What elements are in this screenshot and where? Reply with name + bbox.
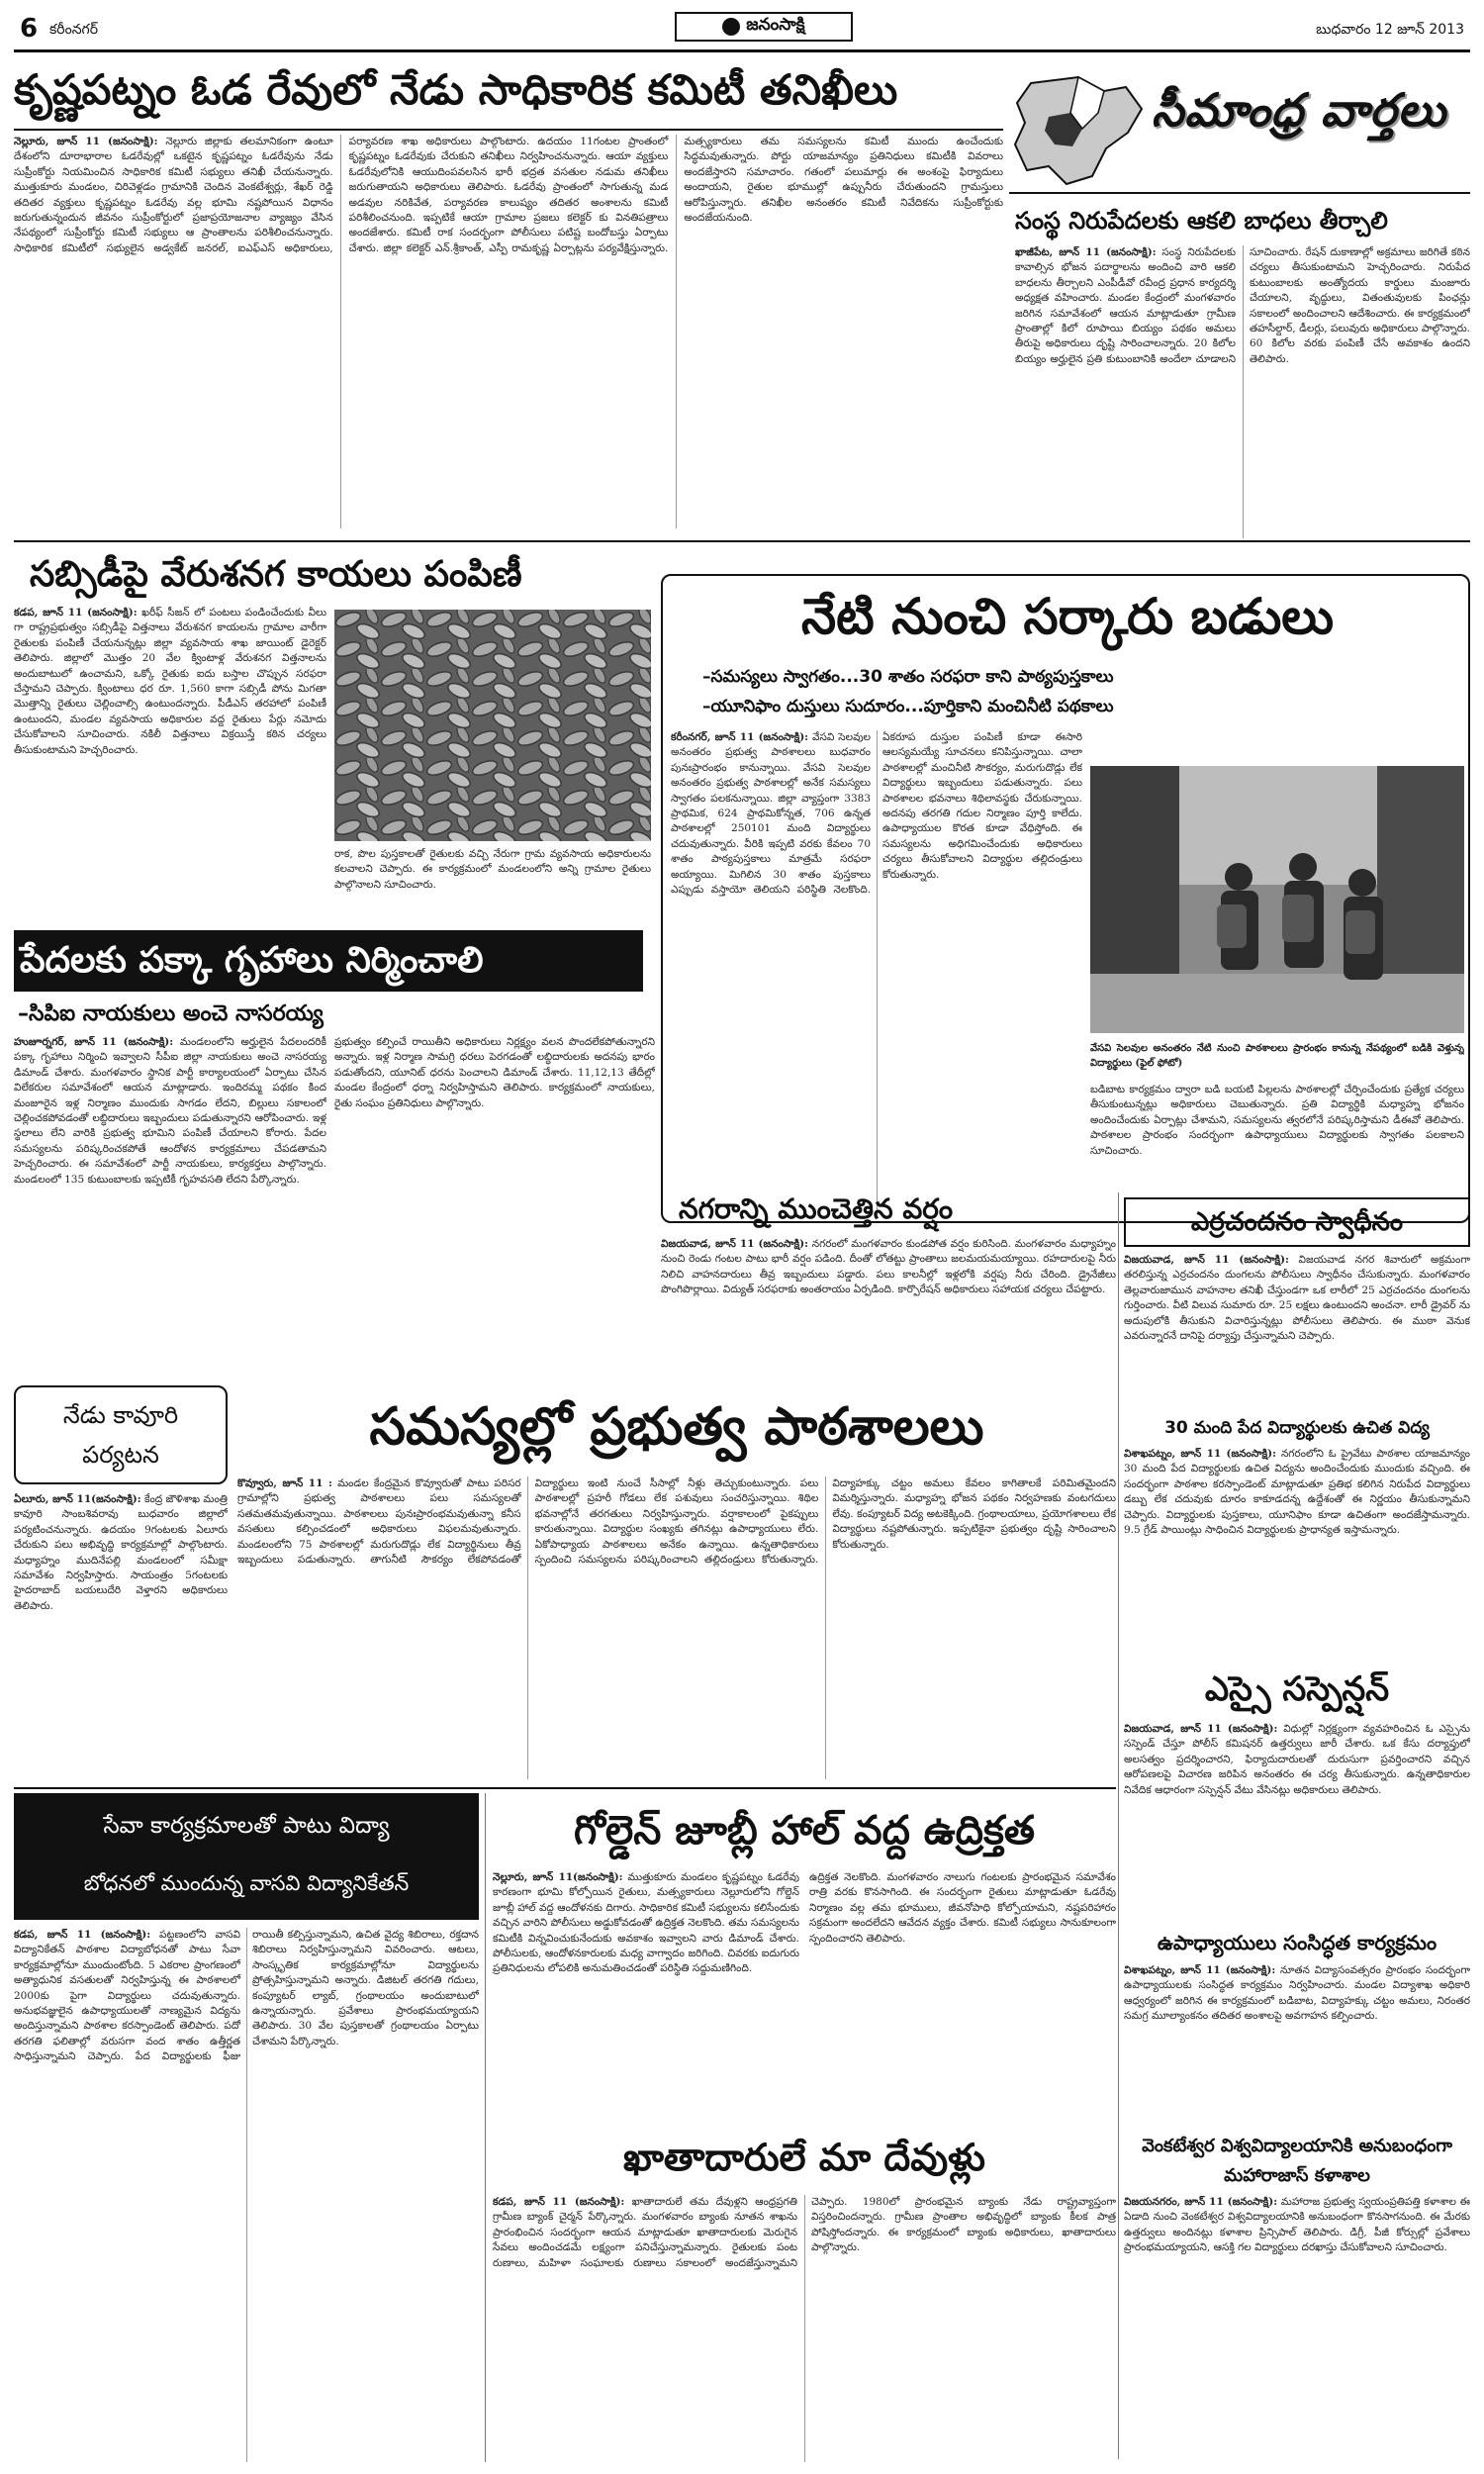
article15-text-cont: ఉద్రిక్తత నెలకొంది. మంగళవారం నాలుగు గంటలకు ప్రారంభమైన సమావేశం రాత్రి వరకు కొనసాగింది. ఈ సందర్భంగా రైతులు మాట్లాడుతూ ఓడరేవు నిర్మాణం వల్ల తమ భూములు, జీవనోపాధి కోల్పోయామని, నష్టపరిహారం సక్రమంగా అందలేదని ఆవేదన వ్యక్తం చేశారు. కమిటీ సభ్యులు సానుకూలంగా స్పందించారని తెలిపారు. bbox=[809, 1871, 1116, 1945]
article1-dateline: నెల్లూరు, జూన్ 11 (జనంసాక్షి): bbox=[14, 136, 158, 147]
article15-text: ముత్తుకూరు మండలం కృష్ణపట్నం ఓడరేవు కారణంగా భూమి కోల్పోయిన రైతులు, మత్స్యకారులు నెల్లూరులోని గోల్డెన్ జూబ్లీ హాల్ వద్ద ఆందోళనకు దిగారు. సాధికారిక కమిటీ సభ్యులను కలిసేందుకు వచ్చిన వారిని పోలీసులు అడ్డుకోవడంతో ఉద్రిక్తత నెలకొంది. తమ సమస్యలను కమిటీకి విన్నవించుకునేందుకు అవకాశం ఇవ్వాలని వారు డిమాండ్ చేశారు. పోలీసులకు, ఆందోళనకారులకు మధ్య వాగ్వాదం జరిగింది. చివరకు ఐదుగురు ప్రతినిధులను లోపలికి అనుమతించడంతో పరిస్థితి సద్దుమణిగింది. bbox=[493, 1871, 799, 1975]
issue-date: బుధవారం 12 జూన్ 2013 bbox=[1316, 22, 1464, 38]
article4-subhead-1: –సమస్యలు స్వాగతం...30 శాతం సరఫరా కాని పాఠ్యపుస్తకాలు bbox=[702, 667, 1114, 687]
article14-dateline: కడప, జూన్ 11 (జనంసాక్షి): bbox=[14, 1929, 151, 1941]
article14-body bbox=[14, 1928, 479, 2462]
article6-body bbox=[661, 1237, 1116, 1376]
article1-body bbox=[14, 135, 1003, 528]
right-column-divider bbox=[1118, 1192, 1119, 2459]
paper-logo bbox=[675, 12, 853, 42]
article1-text: నెల్లూరు జిల్లాకు తలమానికంగా ఉంటూ దేశంలోని దూరాభారాల ఓడరేవుల్లో ఒకటైన కృష్ణపట్నం ఓడరేవును నేడు సుప్రీంకోర్టు నియమించిన సాధికారిక కమిటీ సభ్యులు తనిఖీ చేయనున్నారు. ముత్తుకూరు మండలం, చిరివెళ్లడం గ్రామానికి చెందిన వెంకటేశ్వర్లు, శేఖర్ రెడ్డి తదితర వ్యక్తులు కృష్ణపట్నం ఓడరేవు వల్ల భూమి నష్టపోయిన విధానం జరుగుతున్నందున జీవనం సుప్రీంకోర్టులో ప్రజాప్రయోజనాల వ్యాజ్యం వేసిన నేపథ్యంలో సుప్రీంకోర్టు కమిటీ సభ్యులు ఆ ప్రాంతాలను పరిశీలించనున్నారు. సాధికారిక కమిటీలో సభ్యులైన అడ్వకేట్ జనరల్, ఐఎఫ్ఎస్ అధికారులు, పర్యావరణ శాఖ అధికారులు పాల్గొంటారు. ఉదయం 11గంటల ప్రాంతంలో కృష్ణపట్నం ఓడరేవుకు చేరుకుని తనిఖీలు నిర్వహించనున్నారు. ఆయా వ్యక్తులు ఓడరేవులోనికి ఆయుదింపవలసిన భారీ భద్రత వసతుల నడుమ తనిఖీలు జరుగుతాయని అధికారులు తెలిపారు. ఓడరేవు ప్రాంతంలో సాగుతున్న మడ అడవుల నరికివేత, పర్యావరణ కాలుష్యం తదితర అంశాలను కమిటీ పరిశీలించనుంది. ఇప్పటికే ఆయా గ్రామాల ప్రజలు కలెక్టర్ కు వినతిపత్రాలు అందజేశారు. కమిటీ రాక సందర్భంగా పోలీసులు పటిష్ట బందోబస్తు ఏర్పాటు చేశారు. జిల్లా కలెక్టర్ ఎన్.శ్రీకాంత్, ఎస్పీ రామకృష్ణ ఏర్పాట్లను పర్యవేక్షిస్తున్నారు. మత్స్యకారులు తమ సమస్యలను కమిటీ ముందు ఉంచేందుకు సిద్ధమవుతున్నారు. పోర్టు యాజమాన్యం ప్రతినిధులు కమిటీకి వివరాలు అందజేస్తారని సమాచారం. గతంలో పలుమార్లు ఈ అంశంపై ఫిర్యాదులు అందాయని, రైతుల భూముల్లో ఉప్పునీరు చేరుతుందని గ్రామస్తులు ఆరోపిస్తున్నారు. తనిఖీల అనంతరం కమిటీ నివేదికను సుప్రీంకోర్టుకు అందజేయనుంది. bbox=[14, 136, 1003, 254]
headline-redsanders: ఎర్రచందనం స్వాధీనం bbox=[1190, 1207, 1404, 1237]
vasavi-headline-box bbox=[14, 1793, 479, 1920]
article4-body bbox=[671, 730, 1082, 1215]
article3-dateline: కడప, జూన్ 11 (జనంసాక్షి): bbox=[14, 607, 138, 618]
headline-schools: నేటి నుంచి సర్కారు బడులు bbox=[800, 588, 1335, 645]
article12-dateline: ఏలూరు, జూన్ 11(జనంసాక్షి): bbox=[14, 1493, 141, 1505]
article4-text-cont: బడిబాట కార్యక్రమం ద్వారా బడి బయటి పిల్లలను పాఠశాలల్లో చేర్పించేందుకు ప్రత్యేక చర్యలు తీసుకుంటున్నట్లు అధికారులు చెబుతున్నారు. ప్రతి విద్యార్థికి మధ్యాహ్న భోజనం అందించేందుకు ఏర్పాట్లు చేశామని, సమస్యలను త్వరలోనే పరిష్కరిస్తామని డీఈవో తెలిపారు. పాఠశాలల ప్రారంభం సందర్భంగా ఉపాధ్యాయులు విద్యార్థులకు స్వాగతం పలకాలని సూచించారు. bbox=[1090, 1084, 1464, 1157]
article15-body bbox=[493, 1870, 799, 2118]
headline-university: వెంకటేశ్వర విశ్వవిద్యాలయానికి అనుబంధంగా మహారాజాస్ కళాశాల bbox=[1142, 2136, 1452, 2186]
article16-body bbox=[493, 2195, 1116, 2462]
school-children-photo bbox=[1090, 766, 1464, 1033]
headline-customers: ఖాతాదారులే మా దేవుళ్లు bbox=[622, 2136, 986, 2179]
article16-text: ఖాతాదారులే తమ దేవుళ్లని ఆంధ్రప్రగతి గ్రామీణ బ్యాంక్ చైర్మన్ పేర్కొన్నారు. మంగళవారం బ్యాంకు నూతన శాఖను ప్రారంభించిన సందర్భంగా ఆయన మాట్లాడుతూ ఖాతాదారులకు మెరుగైన సేవలు అందించడమే లక్ష్యంగా పనిచేస్తున్నామన్నారు. రైతులకు పంట రుణాలు, మహిళా సంఘాలకు రుణాలు సకాలంలో అందజేస్తున్నామని చెప్పారు. 1980లో ప్రారంభమైన బ్యాంకు నేడు రాష్ట్రవ్యాప్తంగా విస్తరించిందన్నారు. గ్రామీణ ప్రాంతాల అభివృద్ధిలో బ్యాంకు కీలక పాత్ర పోషిస్తోందన్నారు. ఈ కార్యక్రమంలో బ్యాంకు అధికారులు, ఖాతాదారులు పాల్గొన్నారు. bbox=[493, 2196, 1116, 2269]
students-walking-icon bbox=[1090, 766, 1464, 1033]
article9-text: విధుల్లో నిర్లక్ష్యంగా వ్యవహరించిన ఓ ఎస్సైను సస్పెండ్ చేస్తూ పోలీస్ కమిషనర్ ఉత్తర్వులు జారీ చేశారు. ఒక కేసు దర్యాప్తులో అలసత్వం ప్రదర్శించారని, ఫిర్యాదుదారులతో దురుసుగా ప్రవర్తించారని వచ్చిన ఆరోపణలపై విచారణ జరిపిన అనంతరం ఈ చర్య తీసుకున్నారు. ఉన్నతాధికారుల నివేదిక ఆధారంగా సస్పెన్షన్ వేటు వేసినట్లు అధికారులు తెలిపారు. bbox=[1124, 1723, 1470, 1796]
article7-text: విజయవాడ నగర శివారులో అక్రమంగా తరలిస్తున్న ఎర్రచందనం దుంగలను పోలీసులు స్వాధీనం చేసుకున్నారు. మంగళవారం తెల్లవారుజామున వాహనాల తనిఖీ చేస్తుండగా ఒక లారీలో 25 ఎర్రచందనం దుంగలను గుర్తించారు. వీటి విలువ సుమారు రూ. 25 లక్షలు ఉంటుందని అంచనా. లారీ డ్రైవర్ ను అదుపులోకి తీసుకుని విచారిస్తున్నట్లు పోలీసులు తెలిపారు. ఈ ముఠా వెనుక ఎవరున్నారనే దానిపై దర్యాప్తు చేస్తున్నామని చెప్పారు. bbox=[1124, 1254, 1470, 1343]
seemandhra-title: సీమాంధ్ర వార్తలు bbox=[1152, 83, 1447, 137]
headline-golden-jubilee: గోల్డెన్ జూబ్లీ హాల్ వద్ద ఉద్రిక్తత bbox=[574, 1808, 1035, 1854]
article2-dateline: ఖాజీపేట, జూన్ 11 (జనంసాక్షి): bbox=[1015, 246, 1157, 258]
article6-dateline: విజయవాడ, జూన్ 11 (జనంసాక్షి): bbox=[661, 1238, 808, 1250]
mid-column-divider bbox=[485, 1793, 486, 2462]
edition-label: కరీంనగర్ bbox=[49, 22, 98, 38]
article8-body bbox=[1124, 1447, 1470, 1657]
article13-text: మండల కేంద్రమైన కొవ్వూరుతో పాటు పరిసర గ్రామాల్లోని ప్రభుత్వ పాఠశాలలు పలు సమస్యలతో సతమతమవుతున్నాయి. పాఠశాలలు పునఃప్రారంభమవుతున్నా కనీస వసతులు కల్పించడంలో అధికారులు విఫలమవుతున్నారు. మండలంలోని 75 పాఠశాలల్లో మరుగుదొడ్లు లేక విద్యార్థినులు తీవ్ర ఇబ్బందులు పడుతున్నారు. తాగునీటి సౌకర్యం లేకపోవడంతో విద్యార్థులు ఇంటి నుంచే సీసాల్లో నీళ్లు తెచ్చుకుంటున్నారు. పలు పాఠశాలల్లో ప్రహరీ గోడలు లేక పశువులు సంచరిస్తున్నాయి. శిథిల భవనాల్లోనే తరగతులు నిర్వహిస్తున్నారు. వర్షాకాలంలో పైకప్పులు కారుతున్నాయి. విద్యార్థుల సంఖ్యకు తగినట్లు ఉపాధ్యాయులు లేరు. ఏకోపాధ్యాయ పాఠశాలలు అనేకం ఉన్నాయి. ఉన్నతాధికారులు స్పందించి సమస్యలను పరిష్కరించాలని తల్లిదండ్రులు కోరుతున్నారు. విద్యాహక్కు చట్టం అమలు కేవలం కాగితాలకే పరిమితమైందని విమర్శిస్తున్నారు. మధ్యాహ్న భోజన పథకం నిర్వహణకు వంటగదులు లేవు. కంప్యూటర్ విద్య అటకెక్కింది. గ్రంథాలయాలు, ప్రయోగశాలలు లేక విద్యార్థులు నష్టపోతున్నారు. ఇప్పటికైనా ప్రభుత్వం దృష్టి సారించాలని కోరుతున్నారు. bbox=[237, 1477, 1116, 1567]
article3-body bbox=[14, 606, 326, 960]
article4-box bbox=[661, 574, 1470, 1223]
headline-schools-problems: సమస్యల్లో ప్రభుత్వ పాఠశాలలు bbox=[369, 1397, 984, 1457]
article13-body bbox=[237, 1476, 1116, 1779]
state-map-icon bbox=[1009, 73, 1148, 190]
article7-dateline: విజయవాడ, జూన్ 11 (జనంసాక్షి): bbox=[1124, 1254, 1289, 1266]
article3-text: ఖరీఫ్ సీజన్ లో పంటలు పండించేందుకు వీలు గా రాష్ట్రప్రభుత్వం సబ్సిడీపై విత్తనాలు వేరుశనగ కాయలను గ్రామాల వారీగా రైతులకు పంపిణీ చేయనున్నట్లు జిల్లా వ్యవసాయ శాఖ జాయింట్ డైరెక్టర్ తెలిపారు. జిల్లాలో మొత్తం 20 వేల క్వింటాళ్ల వేరుశనగ విత్తనాలను అందుబాటులో ఉంచామని, ఒక్కో రైతుకు ఐదు బస్తాల చొప్పున సరఫరా చేస్తామని చెప్పారు. క్వింటాలు ధర రూ. 1,560 కాగా సబ్సిడీ పోను మిగతా మొత్తాన్ని రైతులు చెల్లించాల్సి ఉంటుందన్నారు. పీడీఎస్ తరహాలో పంపిణీ ఉంటుందని, మండల వ్యవసాయ అధికారుల వద్ద రైతులు పేర్లు నమోదు చేసుకోవాలని సూచించారు. నకిలీ విత్తనాలు విక్రయిస్తే కఠిన చర్యలు తీసుకుంటామని హెచ్చరించారు. bbox=[14, 607, 326, 756]
article12-body bbox=[14, 1492, 228, 1779]
article6-text: నగరంలో మంగళవారం కుండపోత వర్షం కురిసింది. మంగళవారం మధ్యాహ్నం నుంచి రెండు గంటల పాటు భారీ వర్షం పడింది. దీంతో లోతట్టు ప్రాంతాలు జలమయమయ్యాయి. రహదారులపై నీరు నిలిచి వాహనదారులు తీవ్ర ఇబ్బందులు పడ్డారు. పలు కాలనీల్లో ఇళ్లలోకి వర్షపు నీరు చేరింది. డ్రైనేజీలు పొంగిపొర్లాయి. విద్యుత్ సరఫరాకు అంతరాయం ఏర్పడింది. కార్పొరేషన్ అధికారులు సహాయక చర్యలు చేపట్టారు. bbox=[661, 1238, 1116, 1296]
headline-groundnut: సబ్సిడీపై వేరుశనగ కాయలు పంపిణీ bbox=[30, 554, 522, 595]
headline-housing: పేదలకు పక్కా గృహాలు నిర్మించాలి bbox=[14, 930, 643, 992]
article7-body bbox=[1124, 1253, 1470, 1407]
vasavi-headline-line1: సేవా కార్యక్రమాలతో పాటు విద్యా bbox=[103, 1813, 390, 1839]
page-number: 6 bbox=[20, 14, 39, 44]
article5-body-cont bbox=[334, 1035, 655, 1376]
article5-dateline: హుజూర్నగర్, జూన్ 11 (జనంసాక్షి): bbox=[14, 1036, 174, 1048]
article4-text: వేసవి సెలవుల అనంతరం ప్రభుత్వ పాఠశాలలు బుధవారం పునఃప్రారంభం కానున్నాయి. వేసవి సెలవుల అనంతరం ప్రభుత్వ పాఠశాలల్లో అనేక సమస్యలు స్వాగతం పలకనున్నాయి. జిల్లా వ్యాప్తంగా 3383 ప్రాథమిక, 624 ప్రాథమికోన్నత, 706 ఉన్నత పాఠశాలల్లో 250101 మంది విద్యార్థులు చదువుతున్నారు. వీరికి ఇప్పటి వరకు కేవలం 70 శాతం పాఠ్యపుస్తకాలు మాత్రమే సరఫరా అయ్యాయి. మిగిలిన 30 శాతం పుస్తకాలు ఎప్పుడు వస్తాయో తెలియని పరిస్థితి నెలకొంది. ఏకరూప దుస్తుల పంపిణీ కూడా ఈసారి ఆలస్యమయ్యే సూచనలు కనిపిస్తున్నాయి. చాలా పాఠశాలల్లో మంచినీటి సౌకర్యం, మరుగుదొడ్లు లేక విద్యార్థులు ఇబ్బందులు పడుతున్నారు. పలు పాఠశాలల భవనాలు శిథిలావస్థకు చేరుకున్నాయి. అదనపు తరగతి గదుల నిర్మాణం పూర్తి కాలేదు. ఉపాధ్యాయుల కొరత కూడా వేధిస్తోంది. ఈ సమస్యలను అధిగమించేందుకు అధికారులు చర్యలు తీసుకోవాలని విద్యార్థుల తల్లిదండ్రులు కోరుతున్నారు. bbox=[671, 731, 1082, 897]
kavuri-label-line1: నేడు కావూరి bbox=[62, 1401, 179, 1429]
article5-text: మండలంలోని అర్హులైన పేదలందరికీ పక్కా గృహాలు నిర్మించి ఇవ్వాలని సీపీఐ జిల్లా నాయకులు అంచె నాసరయ్య డిమాండ్ చేశారు. మంగళవారం స్థానిక పార్టీ కార్యాలయంలో ఏర్పాటు చేసిన విలేకరుల సమావేశంలో ఆయన మాట్లాడారు. ఇందిరమ్మ పథకం కింద మంజూరైన ఇళ్ల నిర్మాణం ముందుకు సాగడం లేదని, బిల్లులు సకాలంలో చెల్లించకపోవడంతో లబ్ధిదారులు ఇబ్బందులు పడుతున్నారని ఆరోపించారు. ఇళ్ల స్థలాలు లేని వారికి ప్రభుత్వ భూమిని పంపిణీ చేయాలని కోరారు. పేదల సమస్యలను పరిష్కరించకపోతే ఆందోళన కార్యక్రమాలు చేపడతామని హెచ్చరించారు. ఈ సమావేశంలో పార్టీ నాయకులు, కార్యకర్తలు పాల్గొన్నారు. మండలంలో 135 కుటుంబాలకు ఇప్పటికీ గృహవసతి లేదని పేర్కొన్నారు. bbox=[14, 1036, 326, 1186]
section-rule-2 bbox=[14, 1787, 1116, 1789]
article2-body bbox=[1015, 245, 1470, 538]
article13-dateline: కొవ్వూరు, జూన్ 11 : bbox=[237, 1477, 332, 1489]
article11-dateline: విజయనగరం, జూన్ 11 (జనంసాక్షి): bbox=[1124, 2196, 1278, 2208]
article10-body bbox=[1124, 1963, 1470, 2126]
kavuri-label-line2: పర్యటన bbox=[82, 1441, 159, 1469]
article9-dateline: విజయవాడ, జూన్ 11 (జనంసాక్షి): bbox=[1124, 1723, 1278, 1735]
article4-subhead-2: –యూనిఫాం దుస్తులు సుదూరం...పూర్తికాని మంచినీటి పథకాలు bbox=[702, 697, 1114, 716]
article3-text-cont: రాక, పొల పుస్తకాలతో రైతులకు వచ్చి నేరుగా గ్రామ వ్యవసాయ అధికారులను కలవాలని చెప్పారు. ఈ కార్యక్రమంలో మండలంలోని అన్ని గ్రామాల రైతులు పాల్గొనాలని సూచించారు. bbox=[334, 848, 651, 891]
logo-emblem-icon bbox=[722, 18, 740, 36]
headline-teachers: ఉపాధ్యాయులు సంసిద్ధత కార్యక్రమం bbox=[1157, 1931, 1438, 1954]
article5-text-cont: ప్రభుత్వం కల్పించే రాయితీని అధికారులు నిర్లక్ష్యం వలన పొందలేకపోతున్నారని అన్నారు. ఇళ్ల నిర్మాణ సామగ్రి ధరలు పెరగడంతో లబ్ధిదారులకు అదనపు భారం పడుతోందని, యూనిట్ ధరను పెంచాలని డిమాండ్ చేశారు. 11,12,13 తేదీల్లో మండల కేంద్రంలో ధర్నా నిర్వహిస్తామని తెలిపారు. కార్యక్రమంలో నాయకులు, రైతు సంఘం ప్రతినిధులు పాల్గొన్నారు. bbox=[334, 1036, 655, 1109]
vasavi-headline-line2: బోధనలో ముందున్న వాసవి విద్యానికేతన్ bbox=[83, 1871, 410, 1895]
school-caption-text: వేసవి సెలవుల అనంతరం నేటి నుంచి పాఠశాలలు ప్రారంభం కానున్న నేపథ్యంలో బడికి వెళ్తున్న విద్యార్థులు (ఫైల్ ఫోటో) bbox=[1090, 1043, 1464, 1070]
paper-name: జనంసాక్షి bbox=[746, 15, 805, 35]
article4-body-cont bbox=[1090, 1083, 1464, 1215]
groundnut-pile-icon bbox=[334, 610, 651, 841]
article5-body bbox=[14, 1035, 326, 1376]
article11-text: మహారాజ ప్రభుత్వ స్వయంప్రతిపత్తి కళాశాల ఈ ఏడాది నుంచి వెంకటేశ్వర విశ్వవిద్యాలయానికి అనుబంధంగా కొనసాగనుంది. ఈ మేరకు ఉత్తర్వులు అందినట్లు కళాశాల ప్రిన్సిపాల్ తెలిపారు. డిగ్రీ, పీజీ కోర్సుల్లో ప్రవేశాలు ప్రారంభమయ్యాయని, ఆసక్తి గల విద్యార్థులు దరఖాస్తు చేసుకోవాలని సూచించారు. bbox=[1124, 2196, 1470, 2254]
headline-si-suspension: ఎస్సై సస్పెన్షన్ bbox=[1204, 1669, 1390, 1709]
masthead bbox=[14, 8, 1470, 48]
article5-kicker: –సిపిఐ నాయకులు అంచె నాసరయ్య bbox=[18, 1001, 324, 1026]
headline-rain: నగరాన్ని ముంచెత్తిన వర్షం bbox=[679, 1192, 954, 1225]
article14-text: పట్టణంలోని వాసవి విద్యానికేతన్ పాఠశాల విద్యాబోధనతో పాటు సేవా కార్యక్రమాల్లోనూ ముందుంటోంది. 5 ఎకరాల ప్రాంగణంలో అత్యాధునిక వసతులతో నిర్వహిస్తున్న ఈ పాఠశాలలో 2000కు పైగా విద్యార్థులు చదువుతున్నారు. అనుభవజ్ఞులైన ఉపాధ్యాయులతో నాణ్యమైన విద్యను అందిస్తున్నామని పాఠశాల కరస్పాండెంట్ తెలిపారు. పదో తరగతి ఫలితాల్లో వరుసగా వంద శాతం ఉత్తీర్ణత సాధిస్తున్నామని చెప్పారు. పేద విద్యార్థులకు ఫీజు రాయితీ కల్పిస్తున్నామని, ఉచిత వైద్య శిబిరాలు, రక్తదాన శిబిరాలు నిర్వహిస్తున్నామని వివరించారు. ఆటలు, సాంస్కృతిక కార్యక్రమాల్లోనూ విద్యార్థులను ప్రోత్సహిస్తున్నామని అన్నారు. డిజిటల్ తరగతి గదులు, కంప్యూటర్ ల్యాబ్, గ్రంథాలయం అందుబాటులో ఉన్నాయన్నారు. ప్రవేశాలు ప్రారంభమయ్యాయని తెలిపారు. 30 వేల పుస్తకాలతో గ్రంథాలయం ఏర్పాటు చేశామని పేర్కొన్నారు. bbox=[14, 1929, 479, 2063]
article16-dateline: కడప, జూన్ 11 (జనంసాక్షి): bbox=[493, 2196, 625, 2208]
headline-free-education: 30 మంది పేద విద్యార్థులకు ఉచిత విద్య bbox=[1164, 1418, 1430, 1438]
article4-dateline: కరీంనగర్, జూన్ 11 (జనంసాక్షి): bbox=[671, 731, 809, 743]
article7-headline-box bbox=[1124, 1197, 1470, 1247]
article1-top-rule bbox=[14, 129, 1003, 131]
article10-text: నూతన విద్యాసంవత్సరం ప్రారంభం సందర్భంగా ఉపాధ్యాయులకు సంసిద్ధత కార్యక్రమం నిర్వహించారు. మండల విద్యాశాఖ అధికారి ఆధ్వర్యంలో జరిగిన ఈ కార్యక్రమంలో బడిబాట, విద్యాహక్కు చట్టం అమలు, నిరంతర సమగ్ర మూల్యాంకనం తదితర అంశాలపై అవగాహన కల్పించారు. bbox=[1124, 1964, 1470, 2023]
headline-krishnapatnam: కృష్ణపట్నం ఓడ రేవులో నేడు సాధికారిక కమిటీ తనిఖీలు bbox=[14, 65, 898, 114]
seemandhra-banner bbox=[1009, 65, 1470, 194]
article15-body-cont bbox=[809, 1870, 1116, 2118]
article10-dateline: విశాఖపట్నం, జూన్ 11 (జనంసాక్షి): bbox=[1124, 1964, 1276, 1976]
article15-dateline: నెల్లూరు, జూన్ 11(జనంసాక్షి): bbox=[493, 1871, 623, 1883]
groundnut-photo bbox=[334, 610, 651, 841]
article8-text: నగరంలోని ఓ ప్రైవేటు పాఠశాల యాజమాన్యం 30 మంది పేద విద్యార్థులకు ఉచిత విద్యను అందించేందుకు ముందుకు వచ్చింది. ఈ సందర్భంగా పాఠశాల కరస్పాండెంట్ మాట్లాడుతూ ప్రతిభ కలిగిన నిరుపేద విద్యార్థులు డబ్బు లేక చదువుకు దూరం కాకూడదన్న ఉద్దేశంతో ఈ నిర్ణయం తీసుకున్నామని చెప్పారు. విద్యార్థులకు పుస్తకాలు, యూనిఫాం కూడా ఉచితంగా అందజేస్తామన్నారు. 9.5 గ్రేడ్ పాయింట్లు సాధించిన విద్యార్థులకు ప్రాధాన్యత ఇస్తామన్నారు. bbox=[1124, 1448, 1470, 1537]
article11-body bbox=[1124, 2195, 1470, 2452]
article8-dateline: విశాఖపట్నం, జూన్ 11 (జనంసాక్షి): bbox=[1124, 1448, 1276, 1460]
article2-text: సంస్థ నిరుపేదలకు కావాల్సిన భోజన పదార్థాలను అందించి వారి ఆకలి బాధలను తీర్చాలని ఎంపీడీవో రవీంద్ర ప్రధాన కార్యదర్శి అధ్యక్షత వహించారు. మండల కేంద్రంలో మంగళవారం జరిగిన సమావేశంలో ఆయన మాట్లాడుతూ గ్రామీణ ప్రాంతాల్లో కిలో రూపాయి బియ్యం పథకం అమలు తీరుపై అధికారులు దృష్టి సారించాలన్నారు. 20 కిలోల బియ్యం అర్హులైన ప్రతి కుటుంబానికి అందేలా చూడాలని సూచించారు. రేషన్ దుకాణాల్లో అక్రమాలు జరిగితే కఠిన చర్యలు తీసుకుంటామని హెచ్చరించారు. నిరుపేద కుటుంబాలకు అంత్యోదయ కార్డులు మంజూరు చేయాలని, వృద్ధులు, వితంతువులకు పింఛన్లు సకాలంలో అందించాలని ఆదేశించారు. ఈ కార్యక్రమంలో తహసీల్దార్, డీలర్లు, పలువురు అధికారులు పాల్గొన్నారు. 60 కిలోల వరకు పంపిణీ చేసే అవకాశం ఉందని తెలిపారు. bbox=[1015, 246, 1470, 365]
masthead-rule bbox=[14, 49, 1470, 52]
school-photo-caption bbox=[1090, 1041, 1464, 1081]
headline-akali: సంస్థ నిరుపేదలకు ఆకలి బాధలు తీర్చాలి bbox=[1015, 207, 1388, 235]
kavuri-label-box bbox=[14, 1385, 228, 1484]
article9-body bbox=[1124, 1722, 1470, 1918]
section-rule-1 bbox=[14, 540, 1470, 542]
article12-text: కేంద్ర జౌళిశాఖ మంత్రి కావూరి సాంబశివరావు బుధవారం జిల్లాలో పర్యటించనున్నారు. ఉదయం 9గంటలకు ఏలూరు చేరుకుని పలు అభివృద్ధి కార్యక్రమాల్లో పాల్గొంటారు. మధ్యాహ్నం ముదినేపల్లి మండలంలో సమీక్షా సమావేశం నిర్వహిస్తారు. సాయంత్రం 5గంటలకు హైదరాబాద్ బయలుదేరి వెళ్తారని అధికారులు తెలిపారు. bbox=[14, 1493, 228, 1612]
